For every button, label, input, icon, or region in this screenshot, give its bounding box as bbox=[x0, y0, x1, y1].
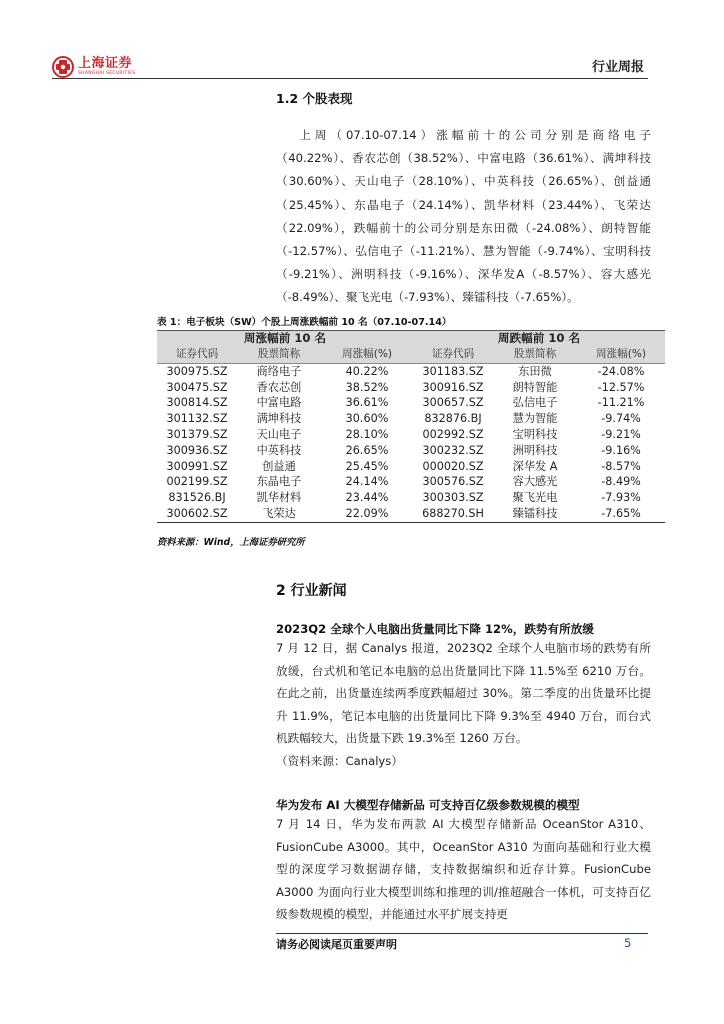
loss-code: 002992.SZ bbox=[422, 427, 484, 441]
gain-name: 天山电子 bbox=[256, 427, 302, 441]
gain-code: 300975.SZ bbox=[166, 364, 228, 378]
gain-pct: 23.44% bbox=[345, 491, 389, 505]
table-row bbox=[157, 380, 665, 396]
loss-code: 300657.SZ bbox=[422, 396, 484, 410]
gain-name: 中富电路 bbox=[256, 396, 302, 410]
loss-name: 深华发 A bbox=[512, 459, 558, 473]
col-header: 证券代码 bbox=[413, 347, 493, 363]
loss-code: 300303.SZ bbox=[422, 491, 484, 505]
loss-pct: -8.57% bbox=[601, 459, 641, 473]
shanghai-securities-logo-icon bbox=[52, 56, 74, 78]
col-header: 证券代码 bbox=[157, 347, 237, 363]
gain-code: 300602.SZ bbox=[157, 506, 237, 522]
loss-pct: -7.65% bbox=[577, 506, 665, 522]
gain-code: 301132.SZ bbox=[166, 412, 228, 426]
loss-pct: -7.93% bbox=[601, 491, 641, 505]
loss-name: 朗特智能 bbox=[512, 380, 558, 394]
page-number: 5 bbox=[624, 936, 632, 950]
gain-pct: 38.52% bbox=[345, 380, 389, 394]
gain-pct: 28.10% bbox=[345, 427, 389, 441]
section-title-industry-news: 2 行业新闻 bbox=[276, 583, 347, 599]
loss-code: 688270.SH bbox=[413, 506, 493, 522]
gain-code: 300475.SZ bbox=[166, 380, 228, 394]
loss-name: 容大感光 bbox=[512, 475, 558, 489]
table-row bbox=[157, 395, 665, 411]
news-body-pc-shipments bbox=[276, 637, 651, 773]
news-title-huawei-ai-storage: 华为发布 AI 大模型存储新品 可支持百亿级参数规模的模型 bbox=[276, 798, 580, 812]
gain-name: 创益通 bbox=[262, 459, 296, 473]
gain-name: 凯华材料 bbox=[256, 491, 302, 505]
logo-name-en: SHANGHAI SECURITIES bbox=[78, 71, 136, 77]
gain-name: 香农芯创 bbox=[256, 380, 302, 394]
loss-name: 东田微 bbox=[518, 364, 552, 378]
page-header bbox=[52, 50, 648, 80]
top10-stock-table bbox=[157, 330, 665, 523]
news-body-huawei-ai-storage bbox=[276, 813, 651, 927]
gain-code: 301379.SZ bbox=[166, 427, 228, 441]
loss-group-label: 周跌幅前 10 名 bbox=[413, 331, 665, 348]
paragraph-text: 上周（07.10-07.14）涨幅前十的公司分别是商络电子（40.22%）、香农芯创（38.52%）、中富电路（36.61%）、满坤科技（30.60%）、天山电子（28.10%）、中英科技（26.65%）、创益通（25.45%）、东晶电子（24.14%）、凯华材料（23.44%）、飞荣达（22.09%），跌幅前十的公司分别是东田微（-24.08%）、朗特智能（-12.57%）、弘信电子（-11.21%）、慧为智能（-9.74%）、宝明科技（-9.21%）、洲明科技（-9.16%）、深华发A（-8.57%）、容大感光（-8.49%）、聚飞光电（-7.93%）、臻镭科技（-7.65%）。 bbox=[276, 128, 651, 305]
section-title-stock-performance: 1.2 个股表现 bbox=[276, 91, 353, 106]
table-row bbox=[157, 490, 665, 506]
col-header: 股票简称 bbox=[237, 347, 321, 363]
loss-name: 臻镭科技 bbox=[493, 506, 577, 522]
gain-name: 满坤科技 bbox=[256, 412, 302, 426]
news-title-pc-shipments: 2023Q2 全球个人电脑出货量同比下降 12%，跌势有所放缓 bbox=[276, 622, 594, 636]
stock-performance-paragraph bbox=[276, 124, 651, 310]
table-row bbox=[157, 411, 665, 427]
table-row bbox=[157, 363, 665, 379]
gain-code: 831526.BJ bbox=[168, 491, 226, 505]
header-divider bbox=[52, 78, 648, 79]
loss-code: 300576.SZ bbox=[422, 475, 484, 489]
table-row bbox=[157, 474, 665, 490]
gain-code: 300936.SZ bbox=[166, 443, 228, 457]
gain-pct: 36.61% bbox=[345, 396, 389, 410]
gain-group-label: 周涨幅前 10 名 bbox=[157, 331, 413, 348]
loss-pct: -9.16% bbox=[601, 443, 641, 457]
loss-name: 洲明科技 bbox=[512, 443, 558, 457]
loss-name: 聚飞光电 bbox=[512, 491, 558, 505]
gain-pct: 40.22% bbox=[345, 364, 389, 378]
table-group-header bbox=[157, 331, 665, 348]
loss-code: 301183.SZ bbox=[422, 364, 484, 378]
table-row bbox=[157, 427, 665, 443]
col-header: 周涨幅(%) bbox=[577, 347, 665, 363]
table-caption: 表 1：电子板块（SW）个股上周涨跌幅前 10 名（07.10-07.14） bbox=[157, 317, 452, 328]
news-paragraph: 7 月 14 日，华为发布两款 AI 大模型存储新品 OceanStor A310、FusionCube A3000。其中，OceanStor A310 为面向基础和行业大模型的深度学习数据湖存储，支持数据编织和近存计算。FusionCube A3000 为面向行业大模型训练和推理的训/推超融合一体机，可支持百亿级参数规模的模型，并能通过水平扩展支持更 bbox=[276, 817, 651, 922]
table-row bbox=[157, 443, 665, 459]
loss-name: 宝明科技 bbox=[512, 427, 558, 441]
table-row bbox=[157, 459, 665, 475]
footer-divider bbox=[276, 933, 648, 934]
gain-name: 飞荣达 bbox=[237, 506, 321, 522]
gain-name: 东晶电子 bbox=[256, 475, 302, 489]
footer-disclaimer[interactable]: 请务必阅读尾页重要声明 bbox=[276, 938, 397, 951]
loss-pct: -12.57% bbox=[597, 380, 645, 394]
loss-pct: -9.21% bbox=[601, 427, 641, 441]
loss-pct: -24.08% bbox=[597, 364, 645, 378]
gain-code: 300991.SZ bbox=[166, 459, 228, 473]
table-source: 资料来源：Wind，上海证券研究所 bbox=[157, 537, 305, 548]
gain-code: 002199.SZ bbox=[166, 475, 228, 489]
news-source: （资料来源：Canalys） bbox=[276, 753, 403, 768]
gain-pct: 26.65% bbox=[345, 443, 389, 457]
gain-pct: 25.45% bbox=[345, 459, 389, 473]
loss-code: 832876.BJ bbox=[424, 412, 482, 426]
loss-name: 弘信电子 bbox=[512, 396, 558, 410]
loss-name: 慧为智能 bbox=[512, 412, 558, 426]
gain-name: 中英科技 bbox=[256, 443, 302, 457]
gain-pct: 24.14% bbox=[345, 475, 389, 489]
loss-code: 300232.SZ bbox=[422, 443, 484, 457]
loss-pct: -8.49% bbox=[601, 475, 641, 489]
gain-code: 300814.SZ bbox=[166, 396, 228, 410]
brand-logo bbox=[52, 56, 135, 78]
table-row bbox=[157, 506, 665, 522]
loss-pct: -9.74% bbox=[601, 412, 641, 426]
gain-name: 商络电子 bbox=[256, 364, 302, 378]
loss-code: 300916.SZ bbox=[422, 380, 484, 394]
loss-pct: -11.21% bbox=[597, 396, 645, 410]
gain-pct: 22.09% bbox=[321, 506, 413, 522]
col-header: 周涨幅(%) bbox=[321, 347, 413, 363]
table-column-header bbox=[157, 347, 665, 363]
report-type: 行业周报 bbox=[591, 60, 644, 75]
logo-name-cn: 上海证券 bbox=[78, 56, 133, 72]
gain-pct: 30.60% bbox=[345, 412, 389, 426]
col-header: 股票简称 bbox=[493, 347, 577, 363]
news-paragraph: 7 月 12 日，据 Canalys 报道，2023Q2 全球个人电脑市场的跌势有所放缓，台式机和笔记本电脑的总出货量同比下降 11.5%至 6210 万台。在此之前，出货量连续两季度跌幅超过 30%。第二季度的出货量环比提升 11.9%，笔记本电脑的出货量同比下降 9.3%至 4940 万台，而台式机跌幅较大，出货量下跌 19.3%至 1260 万台。 bbox=[276, 641, 651, 746]
loss-code: 000020.SZ bbox=[422, 459, 484, 473]
